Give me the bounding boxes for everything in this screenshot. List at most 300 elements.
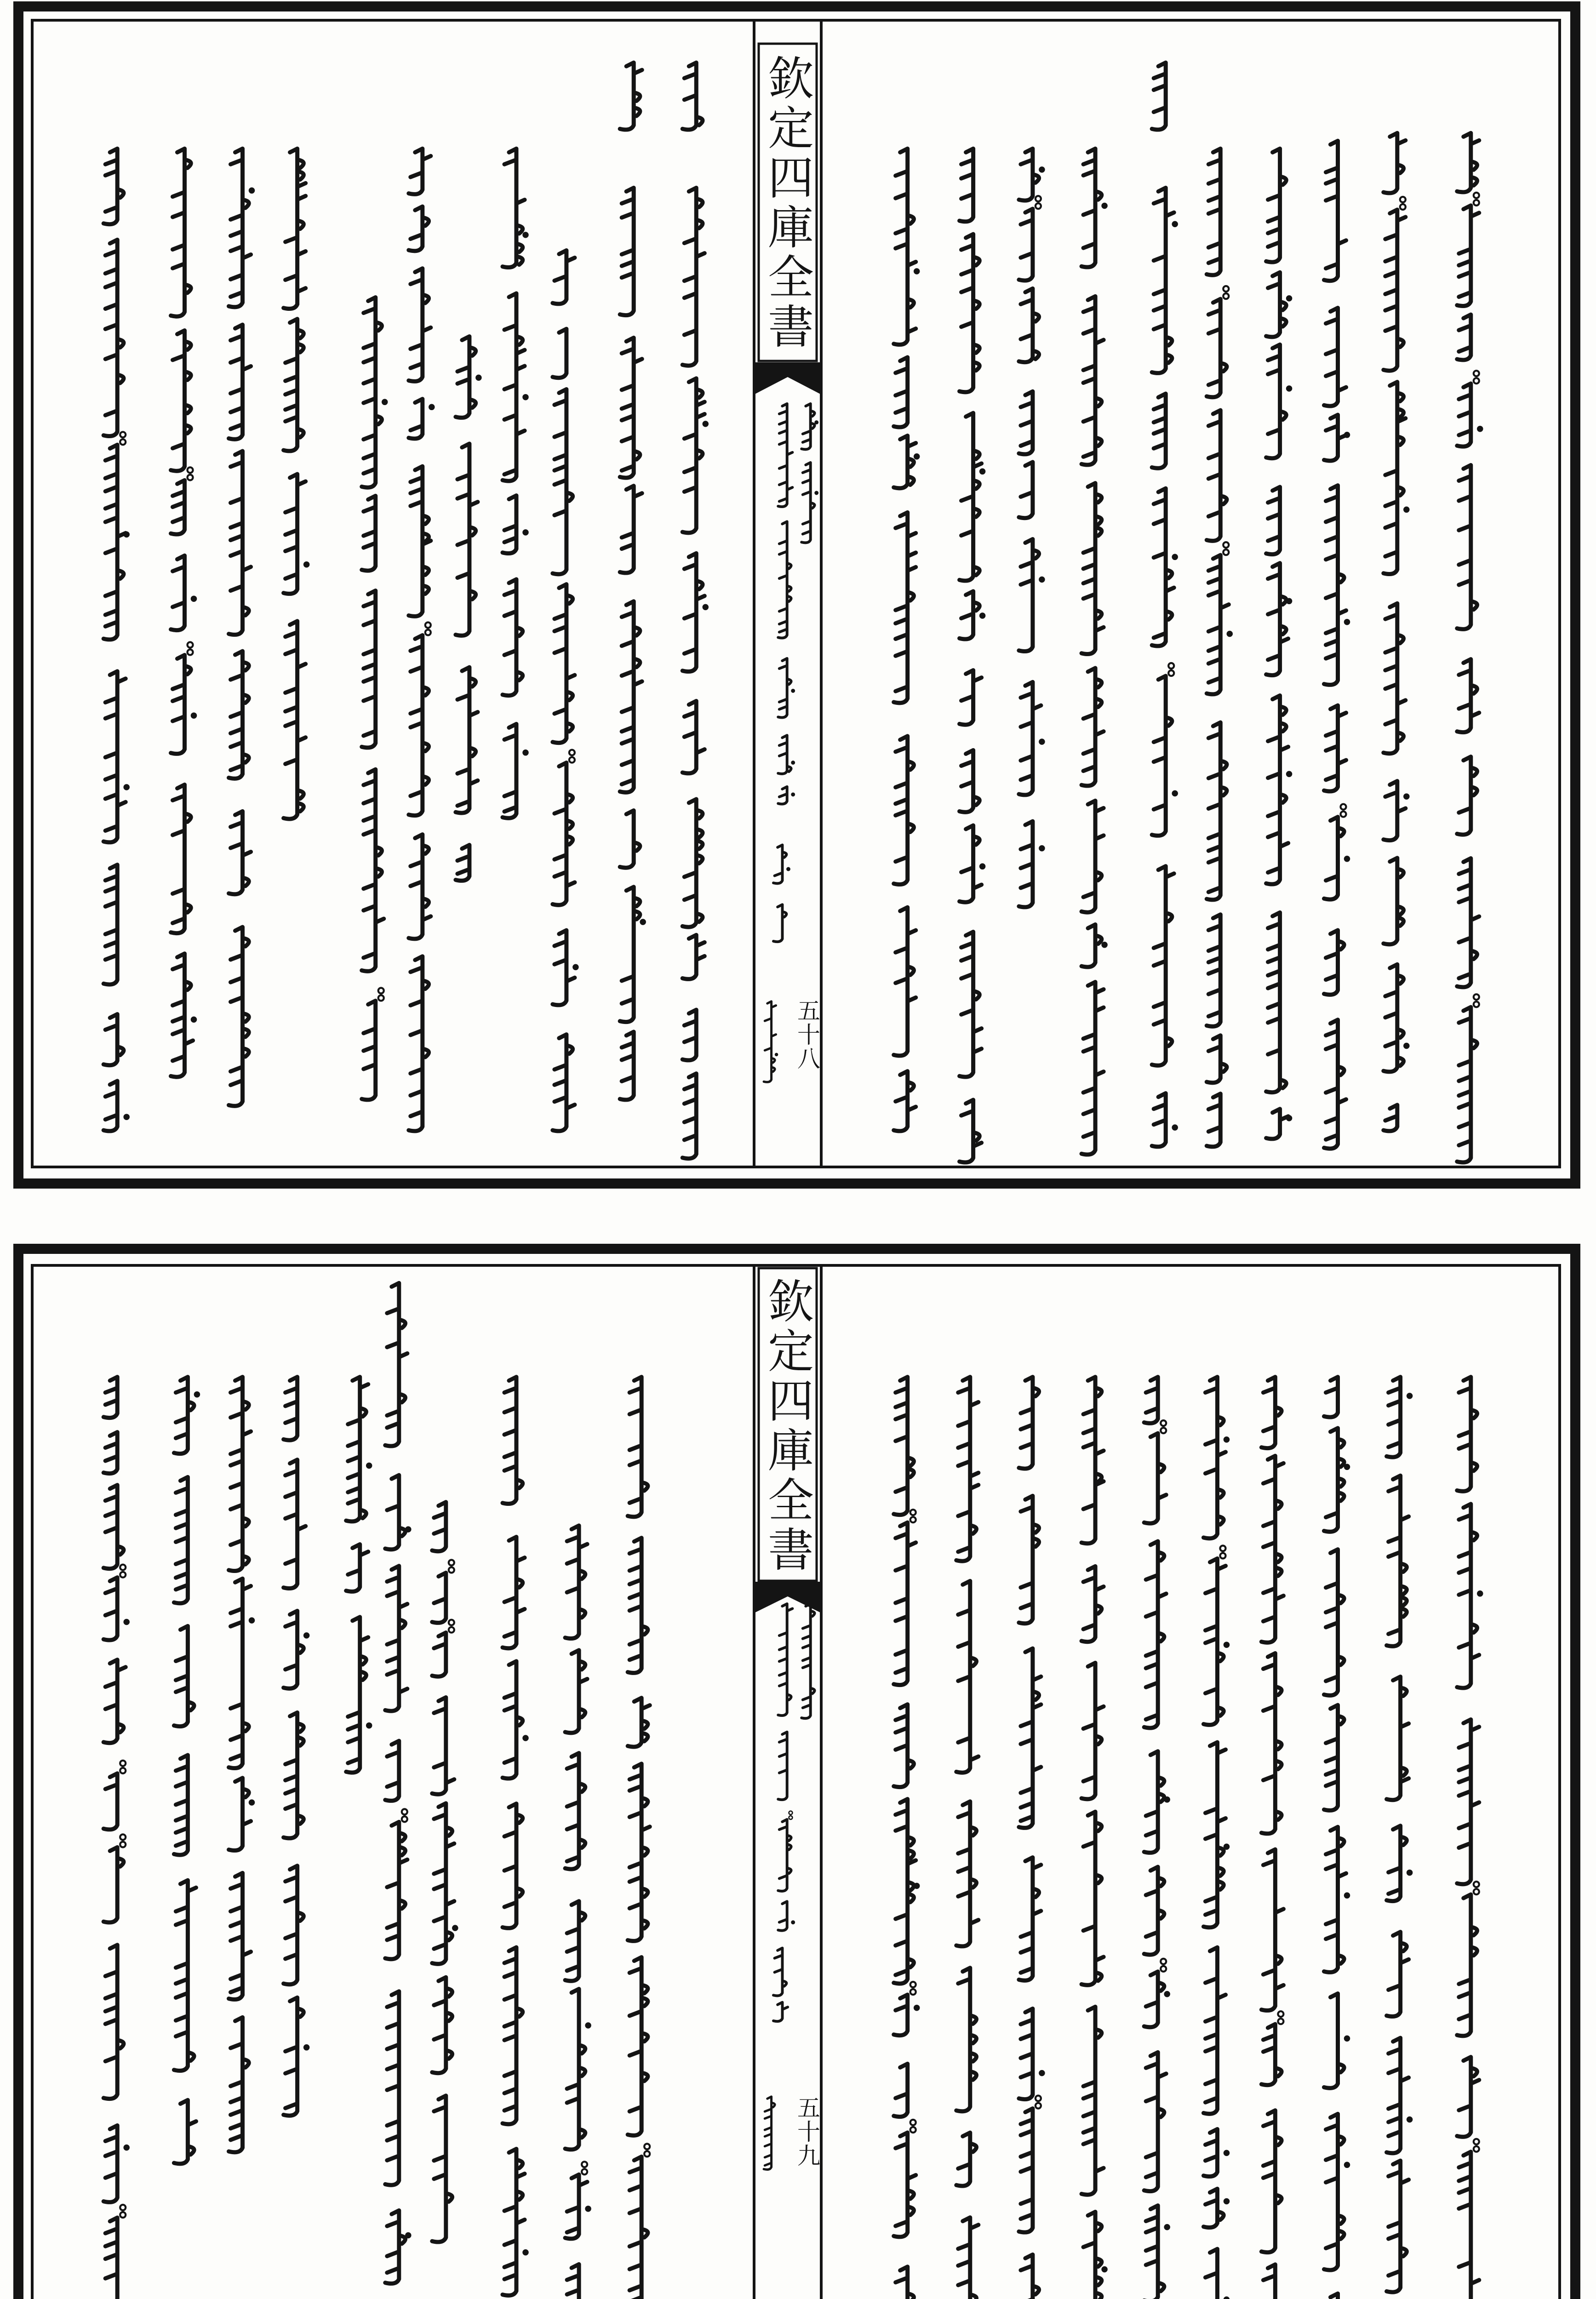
punctuation-mark (1223, 542, 1229, 548)
page-number: 五十八 (794, 999, 820, 1070)
manchu-dot (980, 469, 985, 474)
manchu-text-column (565, 1526, 590, 2299)
manchu-text-column (1324, 141, 1350, 1149)
manchu-word (565, 2174, 587, 2239)
manchu-word (1081, 483, 1104, 654)
manchu-word (1152, 188, 1174, 373)
manchu-word (1019, 2009, 1033, 2099)
manchu-text-column (456, 337, 481, 881)
manchu-word (565, 1650, 587, 1733)
manchu-dot (1173, 791, 1177, 796)
manchu-dot (1040, 577, 1044, 582)
manchu-word (174, 1477, 188, 1603)
manchu-dot (815, 421, 818, 424)
manchu-word (894, 1071, 916, 1131)
punctuation-mark (910, 2127, 916, 2133)
manchu-word (171, 555, 185, 630)
punctuation-mark (1474, 1889, 1479, 1894)
manchu-word (1019, 462, 1033, 518)
manchu-word (565, 1526, 587, 1639)
manchu-word (409, 269, 431, 382)
punctuation-mark (1341, 812, 1346, 817)
punctuation-mark (569, 757, 575, 763)
manchu-dot (787, 868, 790, 871)
manchu-word (1384, 133, 1406, 193)
manchu-text-column (553, 251, 578, 1131)
manchu-word (553, 930, 575, 1005)
manchu-word (284, 149, 306, 309)
manchu-word (1457, 1894, 1477, 2036)
manchu-word (503, 1947, 523, 2124)
punctuation-mark (1035, 203, 1041, 209)
manchu-text-column (764, 1001, 778, 1082)
manchu-word (956, 2133, 977, 2186)
manchu-word (894, 2064, 908, 2116)
manchu-dot (523, 750, 528, 755)
manchu-dot (1040, 739, 1044, 744)
manchu-word (894, 1377, 914, 1515)
manchu-word (409, 149, 431, 194)
manchu-word (1152, 488, 1174, 646)
manchu-word (778, 1901, 787, 1930)
manchu-word (229, 2017, 249, 2152)
punctuation-mark (1474, 1001, 1479, 1007)
manchu-word (229, 1578, 251, 1768)
manchu-word (1144, 2206, 1164, 2299)
manchu-text-column (362, 297, 387, 1100)
manchu-word (362, 1001, 376, 1100)
manchu-dot (791, 689, 795, 692)
manchu-dot (915, 269, 919, 274)
manchu-word (1081, 1566, 1104, 1641)
manchu-dot (194, 1392, 199, 1397)
manchu-word (682, 1010, 696, 1060)
manchu-dot (980, 864, 985, 869)
manchu-dot (1165, 2225, 1169, 2230)
manchu-dot (192, 713, 196, 718)
manchu-dot (1407, 1870, 1412, 1875)
manchu-word (1204, 1377, 1226, 1538)
manchu-dot (406, 2233, 411, 2238)
manchu-dot (815, 492, 818, 495)
manchu-word (773, 2002, 788, 2021)
manchu-dot (1165, 1992, 1169, 1996)
manchu-word (1457, 1007, 1477, 1162)
manchu-word (229, 149, 251, 307)
manchu-dot (192, 596, 196, 601)
manchu-text-column (801, 404, 818, 543)
manchu-dot (1287, 772, 1292, 776)
manchu-word (1144, 1972, 1164, 2027)
manchu-dot (124, 2145, 129, 2150)
fishtail-mark (754, 362, 821, 395)
manchu-text-column (1081, 1377, 1107, 2299)
punctuation-mark (449, 1567, 454, 1573)
manchu-word (620, 811, 640, 868)
manchu-word (1019, 149, 1039, 200)
manchu-word (1324, 141, 1346, 280)
manchu-word (1081, 2007, 1104, 2195)
manchu-word (960, 413, 982, 581)
manchu-word (229, 1873, 251, 1999)
manchu-word (1387, 1677, 1409, 1800)
manchu-dot (1345, 1464, 1350, 1469)
manchu-word (1457, 1720, 1479, 1884)
manchu-word (682, 553, 704, 671)
punctuation-mark (1168, 670, 1174, 676)
manchu-word (553, 251, 575, 304)
manchu-word (284, 474, 306, 594)
punctuation-mark (1278, 2011, 1283, 2017)
manchu-text-column (1081, 149, 1107, 1155)
manchu-dot (523, 1736, 528, 1740)
manchu-word (1387, 1932, 1409, 2017)
manchu-word (960, 670, 982, 725)
manchu-word (346, 1617, 368, 1773)
manchu-dot (1345, 433, 1350, 437)
manchu-word (1266, 344, 1287, 458)
manchu-word (682, 188, 704, 366)
manchu-word (801, 404, 814, 449)
manchu-word (432, 1502, 446, 1551)
punctuation-mark (644, 2144, 650, 2149)
manchu-word (1204, 1947, 1226, 2114)
manchu-word (1457, 858, 1479, 987)
punctuation-mark (910, 1982, 916, 1987)
manchu-word (1261, 2110, 1281, 2253)
manchu-word (1324, 2293, 1344, 2299)
manchu-word (503, 1661, 523, 1779)
manchu-dot (1224, 2297, 1229, 2299)
manchu-word (1152, 1093, 1166, 1147)
manchu-text-column (960, 149, 985, 1162)
manchu-word (1207, 555, 1229, 694)
manchu-dot (1404, 1044, 1409, 1048)
punctuation-mark (425, 630, 431, 635)
manchu-word (1019, 539, 1039, 652)
book-title: 欽定四庫全書 (760, 1277, 814, 1575)
manchu-word (103, 2218, 126, 2299)
manchu-word (385, 1822, 407, 1959)
manchu-word (1019, 289, 1039, 362)
manchu-text-column (1266, 149, 1292, 1139)
manchu-dot (980, 613, 985, 618)
manchu-word (409, 466, 431, 616)
manchu-word (956, 1581, 978, 1773)
manchu-word (1384, 1105, 1397, 1131)
manchu-word (432, 1803, 454, 1964)
manchu-word (409, 956, 429, 1131)
manchu-word (1204, 2249, 1224, 2299)
manchu-word (1324, 1827, 1346, 1972)
manchu-dot (250, 1800, 254, 1805)
manchu-word (284, 1460, 306, 1589)
manchu-dot (586, 2023, 590, 2028)
manchu-word (229, 1377, 251, 1571)
manchu-word (1261, 2024, 1281, 2085)
manchu-word (1457, 2152, 1479, 2299)
manchu-dot (1345, 2036, 1350, 2041)
manchu-word (229, 325, 251, 439)
manchu-word (1081, 1663, 1104, 1799)
manchu-word (894, 1799, 916, 1984)
manchu-word (778, 404, 792, 507)
manchu-word (171, 954, 193, 1077)
manchu-word (1266, 272, 1287, 337)
manchu-dot (1404, 794, 1409, 799)
punctuation-mark (582, 2169, 587, 2174)
punctuation-mark (120, 432, 126, 437)
manchu-text-column (1457, 133, 1482, 1162)
manchu-word (1387, 2038, 1409, 2153)
manchu-word (409, 835, 431, 939)
manchu-dot (406, 1527, 411, 1532)
punctuation-mark (1035, 2103, 1041, 2109)
manchu-word (171, 480, 185, 534)
manchu-word (956, 1377, 978, 1561)
manchu-word (1152, 63, 1166, 130)
manchu-word (229, 651, 249, 778)
manchu-text-column (1384, 133, 1409, 1131)
punctuation-mark (402, 1816, 407, 1822)
manchu-word (773, 904, 786, 942)
manchu-word (229, 1778, 251, 1851)
manchu-word (1324, 2114, 1344, 2270)
manchu-word (1324, 1020, 1346, 1149)
manchu-word (456, 667, 478, 813)
manchu-dot (1287, 386, 1292, 391)
manchu-word (778, 787, 787, 804)
punctuation-mark (1223, 549, 1229, 555)
punctuation-mark (1168, 663, 1174, 669)
manchu-word (432, 1633, 446, 1677)
manchu-word (1207, 149, 1220, 275)
manchu-word (778, 1819, 791, 1891)
book-title: 欽定四庫全書 (760, 54, 814, 352)
manchu-word (1387, 1475, 1409, 1646)
manchu-word (1324, 415, 1346, 461)
manchu-word (1081, 1377, 1104, 1544)
manchu-word (1261, 1456, 1283, 1642)
manchu-word (1144, 1377, 1158, 1424)
manchu-word (1152, 676, 1172, 835)
punctuation-mark (449, 1560, 454, 1566)
punctuation-mark (188, 475, 193, 480)
manchu-word (103, 1847, 124, 1923)
manchu-word (778, 521, 791, 638)
manchu-dot (1345, 857, 1350, 861)
manchu-word (1261, 1653, 1281, 1834)
manchu-word (1019, 1496, 1039, 1624)
manchu-word (284, 1611, 304, 1688)
manchu-dot (1040, 2071, 1044, 2076)
manchu-word (894, 512, 916, 703)
manchu-word (960, 825, 982, 902)
punctuation-mark (1474, 200, 1479, 206)
manchu-word (174, 1880, 196, 2070)
manchu-text-column (1144, 1377, 1169, 2299)
manchu-word (628, 1764, 650, 1941)
manchu-word (682, 799, 703, 927)
manchu-word (1324, 817, 1344, 899)
manchu-word (682, 378, 704, 533)
manchu-word (284, 1377, 297, 1441)
manchu-dot (1173, 555, 1177, 559)
punctuation-mark (1341, 804, 1346, 810)
manchu-word (801, 463, 814, 543)
manchu-word (778, 1604, 792, 1716)
manchu-dot (915, 1884, 919, 1888)
manchu-text-column (682, 63, 703, 130)
manchu-word (773, 845, 786, 884)
manchu-word (1019, 682, 1041, 795)
manchu-word (1081, 1812, 1104, 1985)
manchu-word (1207, 299, 1227, 397)
manchu-word (362, 591, 376, 748)
manchu-word (1324, 930, 1344, 995)
manchu-word (503, 2149, 525, 2296)
manchu-text-column (1019, 149, 1044, 907)
manchu-dot (586, 2207, 590, 2211)
punctuation-mark (644, 2151, 650, 2156)
manchu-word (1266, 913, 1287, 1092)
manchu-dot (791, 1921, 795, 1924)
manchu-word (229, 811, 251, 894)
manchu-dot (304, 562, 309, 567)
manchu-dot (791, 761, 795, 764)
manchu-dot (1102, 2267, 1107, 2272)
manchu-dot (791, 793, 795, 796)
punctuation-mark (1223, 286, 1229, 292)
manchu-word (894, 736, 914, 885)
manchu-text-column (773, 1948, 788, 2021)
punctuation-mark (120, 1768, 126, 1773)
punctuation-mark (188, 642, 193, 648)
manchu-word (620, 601, 642, 793)
manchu-dot (124, 532, 129, 537)
punctuation-mark (1474, 371, 1479, 376)
manchu-word (553, 584, 575, 743)
punctuation-mark (569, 750, 575, 755)
manchu-word (1324, 1377, 1338, 1418)
manchu-word (1261, 1849, 1283, 2010)
manchu-word (682, 935, 704, 979)
manchu-word (103, 1773, 117, 1830)
manchu-text-column (1207, 149, 1232, 1147)
manchu-word (103, 1660, 126, 1743)
manchu-word (1207, 1094, 1220, 1147)
manchu-dot (1345, 1893, 1350, 1898)
manchu-word (1144, 2052, 1166, 2191)
manchu-word (1457, 383, 1471, 446)
punctuation-mark (1161, 1428, 1166, 1433)
manchu-word (1019, 2109, 1033, 2232)
manchu-dot (523, 2250, 528, 2255)
punctuation-mark (1220, 1553, 1226, 1559)
manchu-word (628, 2156, 648, 2299)
manchu-text-column (103, 1377, 129, 2299)
manchu-word (1204, 1559, 1226, 1725)
manchu-word (1081, 668, 1104, 786)
manchu-dot (1224, 1844, 1229, 1849)
manchu-word (174, 1626, 194, 1726)
manchu-word (1019, 1858, 1041, 1981)
manchu-word (103, 671, 126, 842)
manchu-dot (192, 1017, 196, 1022)
manchu-word (503, 1537, 525, 1648)
manchu-text-column (620, 63, 642, 130)
manchu-word (503, 496, 516, 554)
manchu-word (960, 750, 980, 812)
manchu-word (764, 2097, 775, 2170)
punctuation-mark (910, 2120, 916, 2125)
manchu-dot (1404, 507, 1409, 512)
manchu-word (1324, 1428, 1344, 1532)
manchu-word (778, 735, 791, 774)
manchu-word (1207, 722, 1227, 900)
manchu-word (1384, 781, 1406, 841)
manchu-dot (124, 785, 129, 789)
manchu-text-column (778, 404, 795, 804)
punctuation-mark (188, 650, 193, 655)
manchu-word (229, 451, 251, 635)
punctuation-mark (1161, 1959, 1166, 1964)
punctuation-mark (789, 1816, 793, 1819)
manchu-word (1081, 296, 1104, 465)
manchu-word (456, 444, 478, 635)
manchu-word (894, 149, 916, 344)
manchu-dot (1102, 943, 1107, 947)
manchu-word (764, 1001, 776, 1082)
punctuation-mark (1400, 197, 1406, 202)
punctuation-mark (402, 1809, 407, 1814)
manchu-text-column (229, 1377, 254, 2152)
manchu-text-column (773, 845, 790, 942)
manchu-word (456, 337, 476, 418)
manchu-text-column (682, 188, 708, 1158)
manchu-dot (523, 395, 528, 400)
manchu-word (565, 1989, 585, 2150)
manchu-word (409, 635, 429, 816)
manchu-word (1457, 465, 1477, 629)
manchu-word (565, 2264, 585, 2299)
manchu-word (103, 240, 124, 436)
manchu-dot (1040, 846, 1044, 851)
manchu-word (1266, 1109, 1288, 1139)
manchu-word (362, 297, 382, 488)
punctuation-mark (1474, 378, 1479, 383)
punctuation-mark (1220, 1546, 1226, 1551)
manchu-word (960, 149, 973, 222)
manchu-word (620, 486, 642, 573)
manchu-dot (775, 1053, 778, 1056)
manchu-word (103, 2126, 117, 2202)
manchu-text-column (894, 149, 919, 1131)
manchu-word (1152, 394, 1166, 468)
manchu-word (553, 329, 566, 377)
manchu-dot (124, 1115, 129, 1119)
manchu-dot (573, 965, 578, 969)
manchu-word (103, 1578, 117, 1640)
manchu-word (284, 1866, 304, 1984)
manchu-word (894, 357, 908, 427)
manchu-word (894, 1522, 916, 1685)
manchu-word (553, 763, 575, 905)
manchu-text-column (171, 149, 196, 1077)
manchu-dot (641, 920, 645, 924)
manchu-word (778, 658, 791, 718)
manchu-text-column (801, 1604, 814, 1718)
